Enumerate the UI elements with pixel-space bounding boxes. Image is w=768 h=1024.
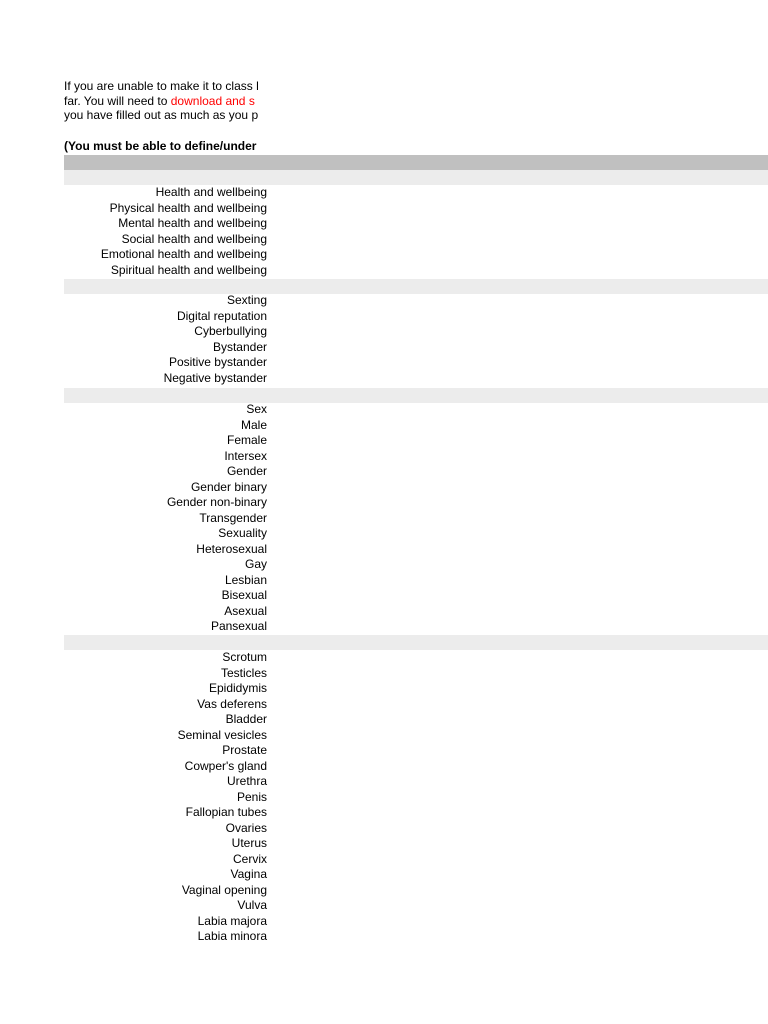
term-label: Positive bystander bbox=[168, 355, 267, 369]
term-label: Bystander bbox=[212, 339, 267, 354]
intro-paragraph bbox=[64, 79, 268, 123]
term-label: Fallopian tubes bbox=[185, 805, 267, 819]
term-label: Bisexual bbox=[221, 588, 267, 602]
section-3-terms bbox=[64, 402, 267, 635]
instruction-heading: (You must be able to define/under bbox=[64, 139, 257, 153]
term-label: Lesbian bbox=[224, 572, 267, 587]
term-label: Intersex bbox=[224, 448, 267, 463]
term-label: Sexting bbox=[226, 293, 267, 307]
term-label: Scrotum bbox=[222, 650, 267, 664]
term-label: Gender binary bbox=[190, 479, 267, 494]
term-label: Labia majora bbox=[197, 913, 267, 928]
term-label: Vulva bbox=[237, 898, 267, 912]
download-link[interactable]: download and s bbox=[170, 93, 255, 108]
section-4-terms bbox=[64, 650, 267, 945]
intro-line-3: you have filled out as much as you p bbox=[64, 108, 259, 122]
term-label: Female bbox=[226, 433, 267, 447]
section-2-terms bbox=[64, 293, 267, 386]
term-label: Negative bystander bbox=[163, 370, 267, 385]
section-band-3 bbox=[64, 388, 768, 403]
term-label: Vas deferens bbox=[197, 696, 267, 711]
term-label: Gender bbox=[226, 464, 267, 478]
term-label: Ovaries bbox=[225, 820, 267, 835]
intro-line-2-text: far. You will need to bbox=[64, 93, 171, 108]
term-label: Prostate bbox=[222, 743, 267, 757]
term-label: Cowper's gland bbox=[184, 758, 267, 773]
term-label: Male bbox=[240, 417, 267, 432]
term-label: Pansexual bbox=[210, 619, 267, 633]
intro-line-2 bbox=[64, 94, 268, 109]
term-label: Testicles bbox=[220, 665, 267, 680]
term-label: Mental health and wellbeing bbox=[118, 216, 267, 230]
term-label: Uterus bbox=[231, 836, 267, 850]
term-label: Physical health and wellbeing bbox=[109, 200, 267, 215]
term-label: Digital reputation bbox=[176, 308, 267, 323]
term-label: Health and wellbeing bbox=[155, 185, 267, 199]
intro-line-1: If you are unable to make it to class l bbox=[64, 79, 259, 93]
term-label: Heterosexual bbox=[196, 541, 267, 556]
term-label: Sexuality bbox=[218, 526, 267, 540]
term-label: Emotional health and wellbeing bbox=[100, 247, 267, 261]
term-label: Asexual bbox=[224, 603, 267, 618]
term-label: Cervix bbox=[232, 851, 267, 866]
section-band-2 bbox=[64, 279, 768, 294]
term-label: Seminal vesicles bbox=[177, 727, 267, 742]
term-label: Cyberbullying bbox=[194, 324, 267, 338]
term-label: Social health and wellbeing bbox=[121, 231, 267, 246]
term-label: Penis bbox=[236, 789, 267, 804]
section-1-terms bbox=[64, 185, 267, 278]
term-label: Vaginal opening bbox=[181, 882, 267, 897]
term-label: Transgender bbox=[199, 510, 267, 525]
table-header-row bbox=[64, 155, 768, 170]
term-label: Labia minora bbox=[197, 929, 267, 943]
term-label: Epididymis bbox=[208, 681, 267, 695]
term-label: Gender non-binary bbox=[166, 495, 267, 509]
term-label: Urethra bbox=[226, 774, 267, 788]
term-label: Gay bbox=[244, 557, 267, 571]
section-band-1 bbox=[64, 170, 768, 185]
term-label: Bladder bbox=[225, 712, 267, 726]
term-label: Sex bbox=[246, 402, 267, 416]
section-band-4 bbox=[64, 635, 768, 650]
term-label: Spiritual health and wellbeing bbox=[110, 262, 267, 277]
term-label: Vagina bbox=[230, 867, 267, 881]
